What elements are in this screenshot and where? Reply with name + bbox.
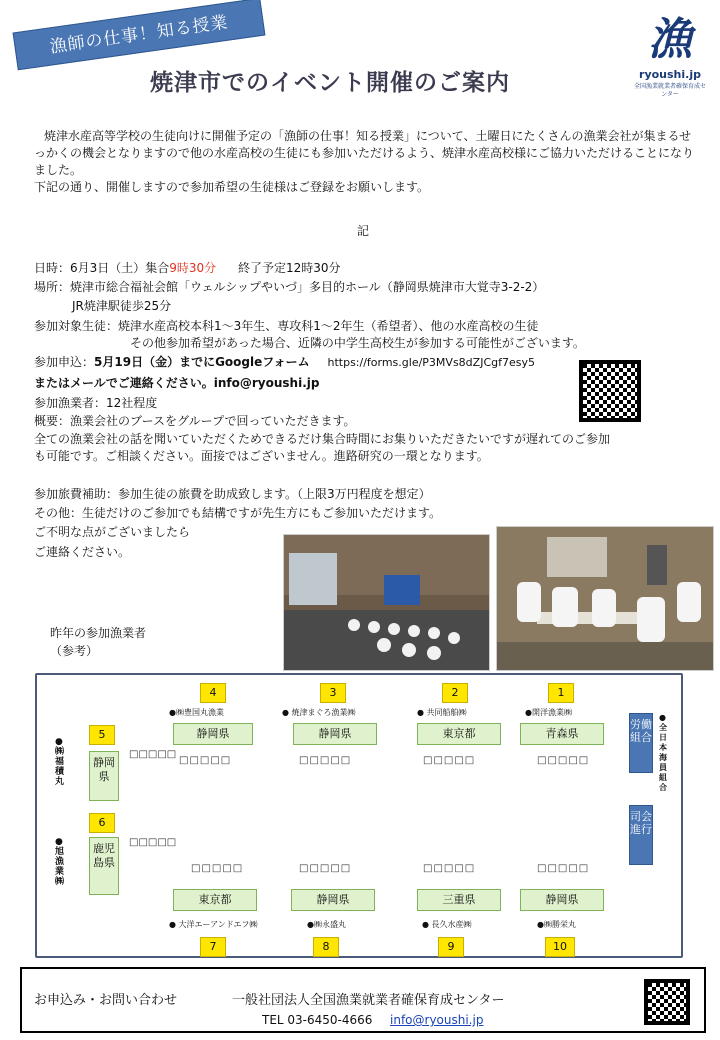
- footer-contact: [20, 967, 706, 1033]
- logo-domain: ryoushi.jp: [639, 68, 701, 81]
- booth-company: ● 共同船舶㈱: [417, 708, 467, 717]
- target-note: その他参加希望があった場合、近隣の中学生高校生が参加する可能性がございます。: [130, 336, 585, 350]
- logo-mark: 漁: [648, 14, 692, 65]
- contact-label: お申込み・お問い合わせ: [34, 993, 178, 1008]
- mail-line: またはメールでご連絡ください。info@ryoushi.jp: [34, 376, 320, 390]
- booth-number: 4: [200, 683, 226, 703]
- form-link[interactable]: https://forms.gle/P3MVs8dZJCgf7esy5: [327, 356, 535, 369]
- travel-line: 参加旅費補助：参加生徒の旅費を助成致します。（上限3万円程度を想定）: [34, 487, 431, 501]
- booth-prefecture: 静岡県: [520, 889, 604, 911]
- booth-number: 8: [313, 937, 339, 957]
- booth-company: ● 大洋エーアンドエフ㈱: [169, 920, 258, 929]
- photo-caption-note: （参考）: [50, 644, 99, 658]
- booth-company: ●㈱勝栄丸: [537, 920, 576, 929]
- booth-prefecture: 三重県: [417, 889, 501, 911]
- booth-number: 1: [548, 683, 574, 703]
- booth-number: 10: [545, 937, 575, 957]
- booth-prefecture: 青森県: [520, 723, 604, 745]
- host-booth: 司会進行: [629, 805, 653, 865]
- booth-chairs: □□□□□: [191, 863, 244, 874]
- target-line: 参加対象生徒：焼津水産高校本科1～3年生、専攻科1～2年生（希望者）、他の水産高校の生徒: [34, 319, 539, 333]
- booth-prefecture: 静岡県: [173, 723, 253, 745]
- overview-line: も可能です。ご相談ください。面接ではございません。進路研究の一環となります。: [34, 449, 489, 463]
- apply-label: 参加申込：: [34, 355, 95, 369]
- booth-number: 6: [89, 813, 115, 833]
- booth-prefecture: 静岡県: [291, 889, 375, 911]
- overview-line: 全ての漁業会社の話を聞いていただくためできるだけ集合時間にお集りいただきたいですが遅れてのご参加: [34, 432, 611, 446]
- intro-text: [34, 128, 702, 196]
- booth-prefecture: 東京都: [173, 889, 257, 911]
- form-qr-code[interactable]: [579, 360, 641, 422]
- booth-company: ●㈱福積丸: [55, 737, 65, 787]
- booth-chairs: □□□□□: [129, 749, 177, 760]
- booth-chairs: □□□□□: [423, 755, 476, 766]
- union-booth: 労働組合: [629, 713, 653, 773]
- date-line: [34, 260, 341, 277]
- date-time: 9時30分: [169, 261, 217, 275]
- booth-number: 7: [200, 937, 226, 957]
- intro-paragraph: 焼津水産高等学校の生徒向けに開催予定の「漁師の仕事！知る授業」について、土曜日にたくさんの漁業会社が集まるせっかくの機会となりますので他の水産高校の生徒にも参加いただけるよう、焼津水産高校様にご協力いただけることになりました。: [34, 129, 695, 177]
- booth-chairs: □□□□□: [423, 863, 476, 874]
- booth-chairs: □□□□□: [179, 755, 232, 766]
- place-line: 場所：焼津市総合福祉会館「ウェルシップやいづ」多目的ホール（静岡県焼津市大覚寺3-2-2）: [34, 280, 545, 294]
- phone-number: TEL 03-6450-4666: [262, 1013, 373, 1027]
- footer-qr-code[interactable]: [644, 979, 690, 1025]
- booth-prefecture: 静岡県: [293, 723, 377, 745]
- logo: [634, 14, 706, 124]
- booth-chairs: □□□□□: [537, 755, 590, 766]
- booth-prefecture: 東京都: [417, 723, 501, 745]
- union-company: ●全日本海員組合: [659, 713, 667, 792]
- access-line: JR焼津駅徒歩25分: [72, 299, 172, 313]
- booth-company: ●開洋漁業㈱: [525, 708, 572, 717]
- organization-name: 一般社団法人全国漁業就業者確保育成センター: [232, 993, 505, 1008]
- companies-line: 参加漁業者：12社程度: [34, 396, 158, 410]
- booth-company: ●㈱永盛丸: [307, 920, 346, 929]
- overview-line: 概要：漁業会社のブースをグループで回っていただきます。: [34, 414, 356, 428]
- booth-chairs: □□□□□: [299, 863, 352, 874]
- booth-company: ● 長久水産㈱: [422, 920, 472, 929]
- event-banner: 漁師の仕事！知る授業: [13, 0, 266, 70]
- contact-line: ご不明な点がございましたら: [34, 525, 191, 539]
- page-title: 焼津市でのイベント開催のご案内: [150, 70, 510, 96]
- logo-subtitle: 全国漁業就業者確保育成センター: [634, 83, 707, 98]
- contact-email-link[interactable]: info@ryoushi.jp: [390, 1013, 484, 1027]
- apply-line: [34, 354, 535, 371]
- booth-chairs: □□□□□: [299, 755, 352, 766]
- other-line: その他：生徒だけのご参加でも結構ですが先生方にもご参加いただけます。: [34, 506, 442, 520]
- event-photo-2: [496, 526, 714, 671]
- booth-company: ●㈱豊国丸漁業: [169, 708, 224, 717]
- booth-company: ● 焼津まぐろ漁業㈱: [282, 708, 356, 717]
- ki-heading: 記: [357, 224, 370, 238]
- booth-company: ●旭漁業㈱: [55, 837, 65, 887]
- booth-chairs: □□□□□: [129, 837, 177, 848]
- booth-layout-map: [35, 673, 683, 958]
- contact-line: ご連絡ください。: [34, 545, 131, 559]
- booth-prefecture: 静岡県: [89, 751, 119, 801]
- event-photo-1: [283, 534, 490, 671]
- booth-number: 5: [89, 725, 115, 745]
- booth-number: 2: [442, 683, 468, 703]
- booth-chairs: □□□□□: [537, 863, 590, 874]
- booth-number: 3: [320, 683, 346, 703]
- intro-paragraph: 下記の通り、開催しますので参加希望の生徒様はご登録をお願いします。: [34, 180, 430, 194]
- photo-caption: 昨年の参加漁業者: [50, 626, 147, 640]
- booth-number: 9: [438, 937, 464, 957]
- apply-deadline: 5月19日（金）までにGoogleフォーム: [94, 355, 310, 369]
- booth-prefecture: 鹿児島県: [89, 837, 119, 895]
- date-text: 日時：6月3日（土）集合: [34, 261, 170, 275]
- end-time: 終了予定12時30分: [238, 261, 341, 275]
